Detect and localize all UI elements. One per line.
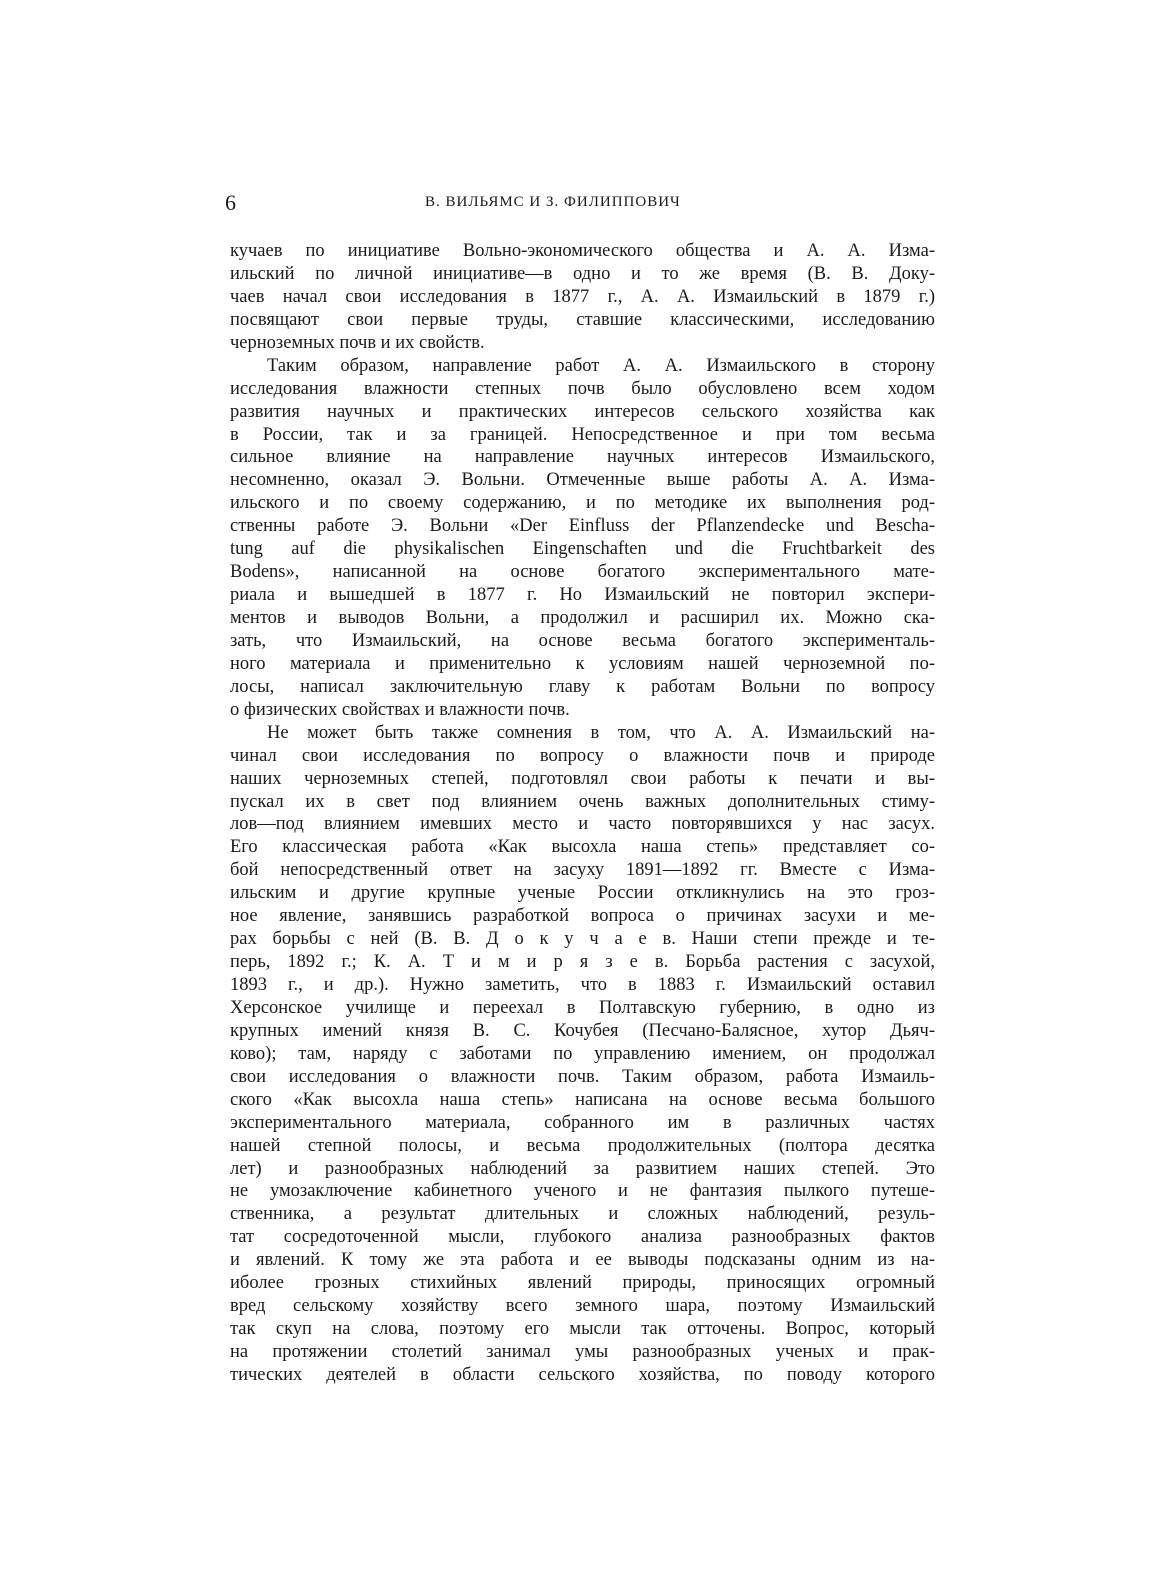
text-line: свои исследования о влажности почв. Таким образом, работа Измаиль- (230, 1066, 935, 1087)
body-text (230, 240, 935, 1387)
text-line: наших черноземных степей, подготовлял свои работы к печати и вы- (230, 768, 935, 789)
text-line: Херсонское училище и переехал в Полтавскую губернию, в одно из (230, 997, 935, 1018)
text-line: Bodens», написанной на основе богатого экспериментального мате- (230, 562, 935, 583)
text-line: лов—под влиянием имевших место и часто повторявшихся у нас засух. (230, 814, 935, 835)
text-line: сильное влияние на направление научных интересов Измаильского, (230, 447, 935, 468)
text-line: бой непосредственный ответ на засуху 1891—1892 гг. Вместе с Изма- (230, 860, 935, 881)
text-line: посвящают свои первые труды, ставшие классическими, исследованию (230, 309, 935, 330)
text-line: иболее грозных стихийных явлений природы, приносящих огромный (230, 1273, 935, 1294)
text-line: 1893 г., и др.). Нужно заметить, что в 1883 г. Измаильский оставил (230, 975, 935, 995)
text-line: перь, 1892 г.; К. А. Т и м и р я з е в. Борьба растения с засухой, (230, 952, 935, 973)
text-line: ильским и другие крупные ученые России откликнулись на это гроз- (230, 883, 935, 904)
text-line: чаев начал свои исследования в 1877 г., А. А. Измаильский в 1879 г.) (230, 286, 935, 307)
text-line: ково); там, наряду с заботами по управлению имением, он продолжал (230, 1043, 935, 1064)
text-line: ильский по личной инициативе—в одно и то же время (В. В. Доку- (230, 263, 935, 284)
text-line: в России, так и за границей. Непосредственное и при том весьма (230, 424, 935, 445)
running-head: В. ВИЛЬЯМС И З. ФИЛИППОВИЧ (425, 194, 681, 210)
text-line: несомненно, оказал Э. Вольни. Отмеченные выше работы А. А. Изма- (230, 470, 935, 491)
text-line: рах борьбы с ней (В. В. Д о к у ч а е в. Наши степи прежде и те- (230, 929, 935, 950)
text-line: лосы, написал заключительную главу к работам Вольни по вопросу (230, 676, 935, 697)
text-line: о физических свойствах и влажности почв. (230, 699, 570, 720)
text-line: на протяжении столетий занимал умы разнообразных ученых и прак- (230, 1342, 935, 1362)
text-line: tung auf die physikalischen Eingenschaften und die Fruchtbarkeit des (230, 539, 935, 560)
text-line: ского «Как высохла наша степь» написана на основе весьма большого (230, 1089, 935, 1110)
text-line: ственника, а результат длительных и сложных наблюдений, резуль- (230, 1204, 935, 1225)
text-line: вред сельскому хозяйству всего земного шара, поэтому Измаильский (230, 1296, 935, 1317)
text-line: ильского и по своему содержанию, и по методике их выполнения род- (230, 493, 935, 514)
text-line: нашей степной полосы, и весьма продолжительных (полтора десятка (230, 1135, 935, 1156)
text-line: тат сосредоточенной мысли, глубокого анализа разнообразных фактов (230, 1227, 935, 1248)
text-line: ственны работе Э. Вольни «Der Einfluss der Pflanzendecke und Bescha- (230, 516, 935, 537)
text-line: так скуп на слова, поэтому его мысли так отточены. Вопрос, который (230, 1319, 935, 1340)
text-line: риала и вышедшей в 1877 г. Но Измаильский не повторил экспери- (230, 585, 935, 606)
text-line: Его классическая работа «Как высохла наша степь» представляет со- (230, 837, 935, 858)
page-number: 6 (225, 190, 236, 215)
text-line: ментов и выводов Вольни, а продолжил и расширил их. Можно ска- (230, 608, 935, 628)
text-line: пускал их в свет под влиянием очень важных дополнительных стиму- (230, 791, 935, 812)
text-line: и явлений. К тому же эта работа и ее выводы подсказаны одним из на- (230, 1250, 935, 1271)
text-line: чинал свои исследования по вопросу о влажности почв и природе (230, 745, 935, 766)
text-line: исследования влажности степных почв было обусловлено всем ходом (230, 378, 935, 399)
text-line: развития научных и практических интересов сельского хозяйства как (230, 401, 935, 422)
text-line: не умозаключение кабинетного ученого и не фантазия пылкого путеше- (230, 1181, 935, 1202)
text-line: лет) и разнообразных наблюдений за развитием наших степей. Это (230, 1158, 935, 1179)
text-line: черноземных почв и их свойств. (230, 332, 485, 353)
text-line: Таким образом, направление работ А. А. Измаильского в сторону (267, 355, 935, 376)
text-line: ное явление, занявшись разработкой вопроса о причинах засухи и ме- (230, 906, 935, 927)
text-line: Не может быть также сомнения в том, что А. А. Измаильский на- (267, 722, 935, 743)
text-line: экспериментального материала, собранного им в различных частях (230, 1112, 935, 1133)
text-line: ного материала и применительно к условиям нашей черноземной по- (230, 653, 935, 674)
text-line: тических деятелей в области сельского хозяйства, по поводу которого (230, 1364, 935, 1385)
text-line: кучаев по инициативе Вольно-экономического общества и А. А. Изма- (230, 241, 935, 261)
text-line: зать, что Измаильский, на основе весьма богатого эксперименталь- (230, 630, 935, 651)
text-line: крупных имений князя В. С. Кочубея (Песчано-Балясное, хутор Дьяч- (230, 1020, 935, 1041)
